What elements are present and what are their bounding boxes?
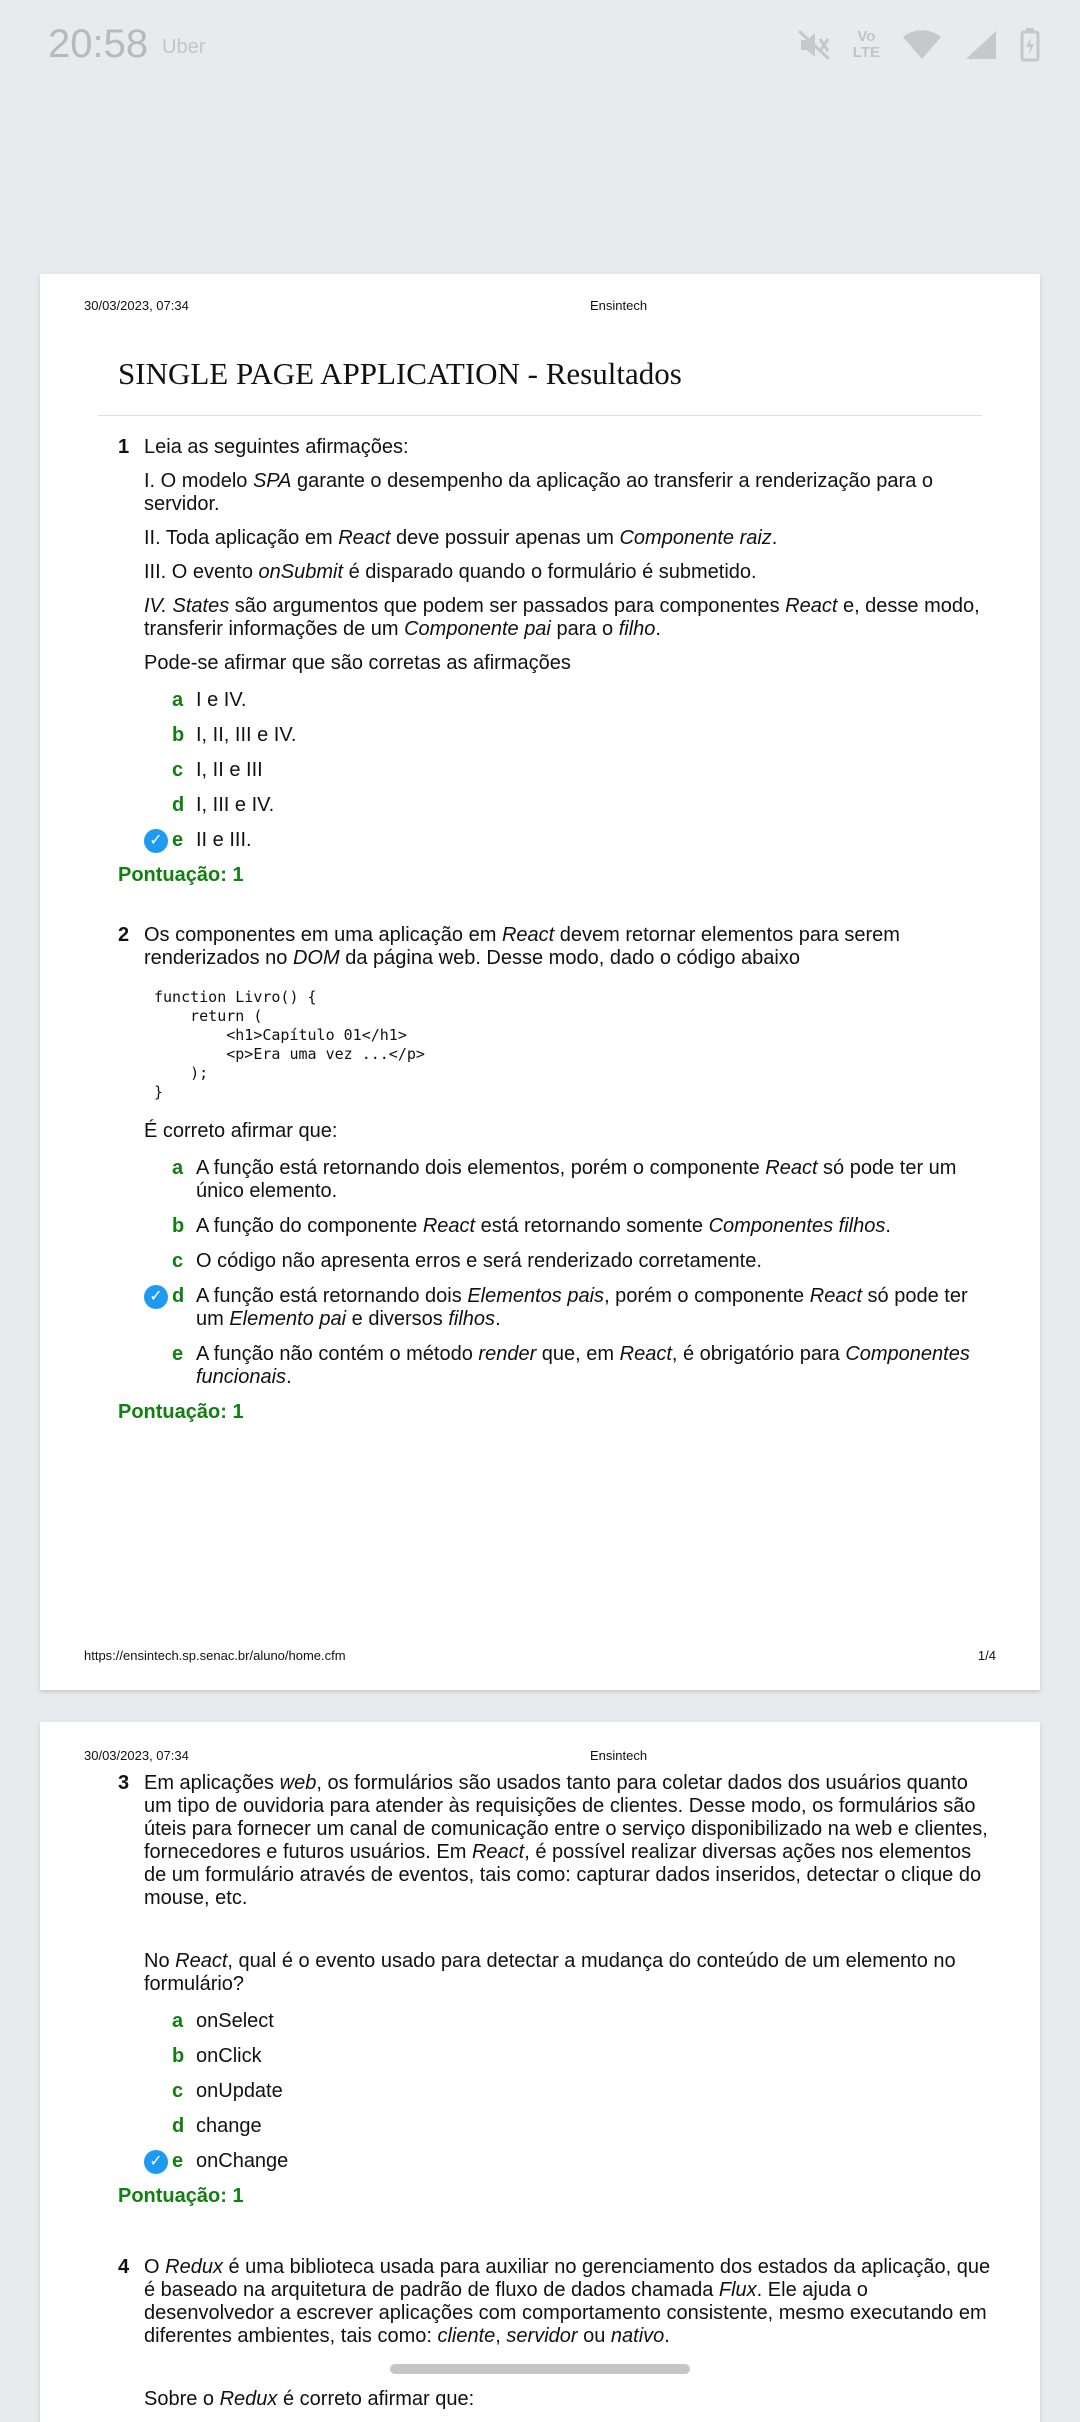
- battery-icon: [1020, 28, 1040, 62]
- question-2: [118, 924, 998, 1424]
- wifi-icon: [902, 29, 942, 61]
- question-number: 3: [118, 1772, 130, 1794]
- option-b: b I, II, III e IV.: [172, 724, 297, 746]
- question-number: 4: [118, 2256, 130, 2278]
- question-context: O Redux é uma biblioteca usada para auxiliar no gerenciamento dos estados da aplicação, que é baseado na arquitetura de padrão de fluxo de dados chamada Flux. Ele ajuda o desenvolvedor a escrever aplicações com comportamento consistente, mesmo executando em diferentes ambientes, tais como: cliente, servidor ou nativo.: [144, 2256, 991, 2347]
- answer-options: [144, 689, 998, 852]
- statement-3: III. O evento onSubmit é disparado quando o formulário é submetido.: [144, 561, 757, 583]
- code-block: function Livro() { return ( <h1>Capítulo 01</h1> <p>Era uma vez ...</p> ); }: [154, 988, 425, 1101]
- option-a: a A função está retornando dois elementos, porém o componente React só pode ter um único elemento.: [172, 1157, 957, 1202]
- option-d: d I, III e IV.: [172, 794, 275, 816]
- score: Pontuação: 1: [118, 2185, 244, 2207]
- page-footer-url: https://ensintech.sp.senac.br/aluno/home.cfm: [84, 1648, 346, 1663]
- score: Pontuação: 1: [118, 864, 244, 886]
- volte-icon: Vo LTE: [852, 28, 880, 61]
- option-e-correct: ✓ e II e III.: [144, 829, 998, 852]
- page-footer-number: 1/4: [977, 1648, 996, 1663]
- question-4: [118, 2256, 998, 2422]
- page-header-date: 30/03/2023, 07:34: [84, 1748, 189, 1763]
- page-title: SINGLE PAGE APPLICATION - Resultados: [118, 356, 682, 391]
- page-header-date: 30/03/2023, 07:34: [84, 298, 189, 313]
- mute-icon: [797, 29, 831, 61]
- answer-options: [144, 1157, 998, 1389]
- statement-2: II. Toda aplicação em React deve possuir apenas um Componente raiz.: [144, 527, 778, 549]
- score: Pontuação: 1: [118, 1401, 244, 1423]
- divider: [98, 415, 982, 416]
- option-a: a onSelect: [172, 2010, 274, 2032]
- answer-options: [144, 2010, 998, 2173]
- option-e-correct: ✓ e onChange: [144, 2150, 998, 2173]
- question-number: 1: [118, 436, 130, 458]
- option-c: c I, II e III: [172, 759, 263, 781]
- status-app-name: Uber: [162, 36, 206, 58]
- pdf-page-1: [40, 274, 1040, 1690]
- question-intro: Leia as seguintes afirmações:: [144, 436, 409, 458]
- signal-icon: [964, 29, 998, 61]
- question-number: 2: [118, 924, 130, 946]
- option-d: d change: [172, 2115, 262, 2137]
- question-intro: Os componentes em uma aplicação em React devem retornar elementos para serem renderizados no DOM da página web. Desse modo, dado o código abaixo: [144, 924, 900, 969]
- statement-1: I. O modelo SPA garante o desempenho da aplicação ao transferir a renderização para o servidor.: [144, 470, 934, 515]
- page-header-site: Ensintech: [590, 298, 648, 313]
- question-1: [118, 436, 998, 887]
- status-time: 20:58: [48, 22, 149, 66]
- question-3: [118, 1772, 998, 2208]
- page-header-site: Ensintech: [590, 1748, 648, 1763]
- status-icons: [797, 28, 1040, 62]
- option-b: b A função do componente React está retornando somente Componentes filhos.: [172, 1215, 891, 1237]
- option-c: c O código não apresenta erros e será renderizado corretamente.: [172, 1250, 762, 1272]
- question-prompt: Sobre o Redux é correto afirmar que:: [144, 2388, 475, 2410]
- check-icon: ✓: [144, 2150, 168, 2174]
- check-icon: ✓: [144, 1285, 168, 1309]
- question-prompt: É correto afirmar que:: [144, 1120, 338, 1142]
- option-c: c onUpdate: [172, 2080, 283, 2102]
- option-a: a I e IV.: [172, 689, 247, 711]
- status-bar: [0, 0, 1080, 92]
- option-b: b onClick: [172, 2045, 262, 2067]
- option-e: e A função não contém o método render que, em React, é obrigatório para Componentes funcionais.: [172, 1343, 970, 1388]
- check-icon: ✓: [144, 829, 168, 853]
- question-context: Em aplicações web, os formulários são usados tanto para coletar dados dos usuários quanto um tipo de ouvidoria para atender às requisições de clientes. Desse modo, os formulários são úteis para fornecer um canal de comunicação entre o serviço disponibilizado na web e clientes, fornecedores e futuros usuários. Em React, é possível realizar diversas ações nos elementos de um formulário através de eventos, tais como: capturar dados inseridos, detectar o clique do mouse, etc.: [144, 1772, 988, 1909]
- pdf-page-2: [40, 1722, 1040, 2422]
- gesture-bar[interactable]: [390, 2364, 690, 2374]
- option-d-correct: ✓ d A função está retornando dois Elementos pais, porém o componente React só pode ter um Elemento pai e diversos filhos.: [144, 1285, 998, 1331]
- question-prompt: Pode-se afirmar que são corretas as afirmações: [144, 652, 571, 674]
- statement-4: IV. States são argumentos que podem ser passados para componentes React e, desse modo, transferir informações de um Componente pai para o filho.: [144, 595, 980, 640]
- question-prompt: No React, qual é o evento usado para detectar a mudança do conteúdo de um elemento no formulário?: [144, 1950, 956, 1995]
